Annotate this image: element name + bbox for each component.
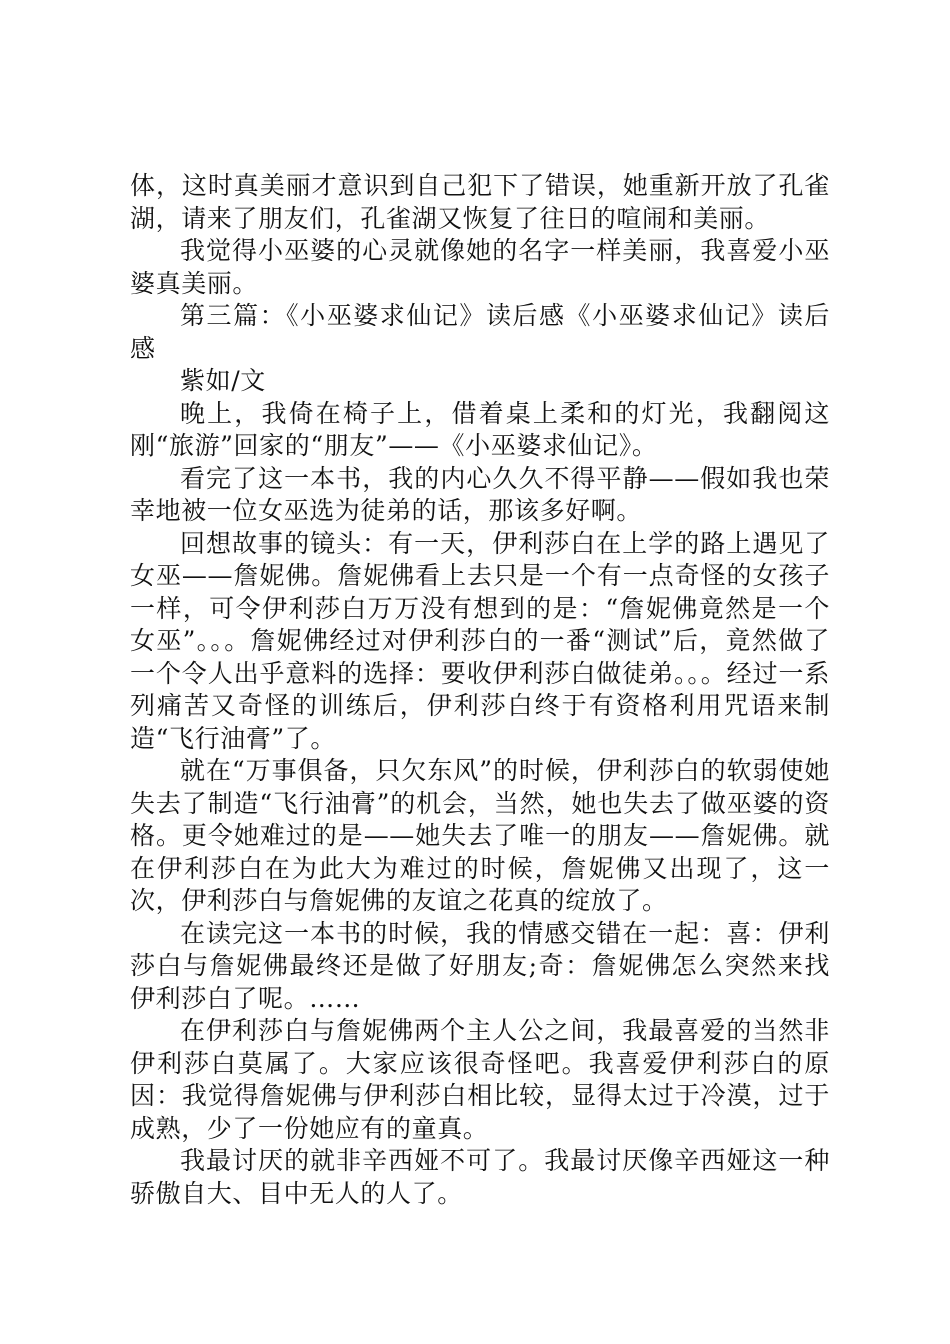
paragraph: 就在“万事俱备，只欠东风”的时候，伊利莎白的软弱使她失去了制造“飞行油膏”的机会，当然，她也失去了做巫婆的资格。更令她难过的是——她失去了唯一的朋友——詹妮佛。就在伊利莎白在为此大为难过的时候，詹妮佛又出现了，这一次，伊利莎白与詹妮佛的友谊之花真的绽放了。 <box>130 756 830 915</box>
paragraph: 看完了这一本书，我的内心久久不得平静——假如我也荣幸地被一位女巫选为徒弟的话，那该多好啊。 <box>130 463 830 525</box>
author-line: 紫如/文 <box>180 366 266 395</box>
paragraph: 在读完这一本书的时候，我的情感交错在一起：喜：伊利莎白与詹妮佛最终还是做了好朋友;奇：詹妮佛怎么突然来找伊利莎白了呢。…… <box>130 918 830 1013</box>
paragraph: 我最讨厌的就非辛西娅不可了。我最讨厌像辛西娅这一种骄傲自大、目中无人的人了。 <box>130 1146 830 1208</box>
paragraph: 我觉得小巫婆的心灵就像她的名字一样美丽，我喜爱小巫婆真美丽。 <box>130 236 830 298</box>
section-heading: 第三篇：《小巫婆求仙记》读后感《小巫婆求仙记》读后感 <box>130 301 830 363</box>
paragraph: 体，这时真美丽才意识到自己犯下了错误，她重新开放了孔雀湖，请来了朋友们，孔雀湖又恢复了往日的喧闹和美丽。 <box>130 171 830 233</box>
paragraph: 在伊利莎白与詹妮佛两个主人公之间，我最喜爱的当然非伊利莎白莫属了。大家应该很奇怪吧。我喜爱伊利莎白的原因：我觉得詹妮佛与伊利莎白相比较，显得太过于冷漠，过于成熟，少了一份她应有的童真。 <box>130 1016 830 1143</box>
paragraph: 回想故事的镜头：有一天，伊利莎白在上学的路上遇见了女巫——詹妮佛。詹妮佛看上去只是一个有一点奇怪的女孩子一样，可令伊利莎白万万没有想到的是：“詹妮佛竟然是一个女巫”。。。詹妮佛经过对伊利莎白的一番“测试”后，竟然做了一个令人出乎意料的选择：要收伊利莎白做徒弟。。。经过一系列痛苦又奇怪的训练后，伊利莎白终于有资格利用咒语来制造“飞行油膏”了。 <box>130 528 830 753</box>
document-body <box>130 170 830 1210</box>
paragraph: 晚上，我倚在椅子上，借着桌上柔和的灯光，我翻阅这刚“旅游”回家的“朋友”——《小巫婆求仙记》。 <box>130 398 830 460</box>
